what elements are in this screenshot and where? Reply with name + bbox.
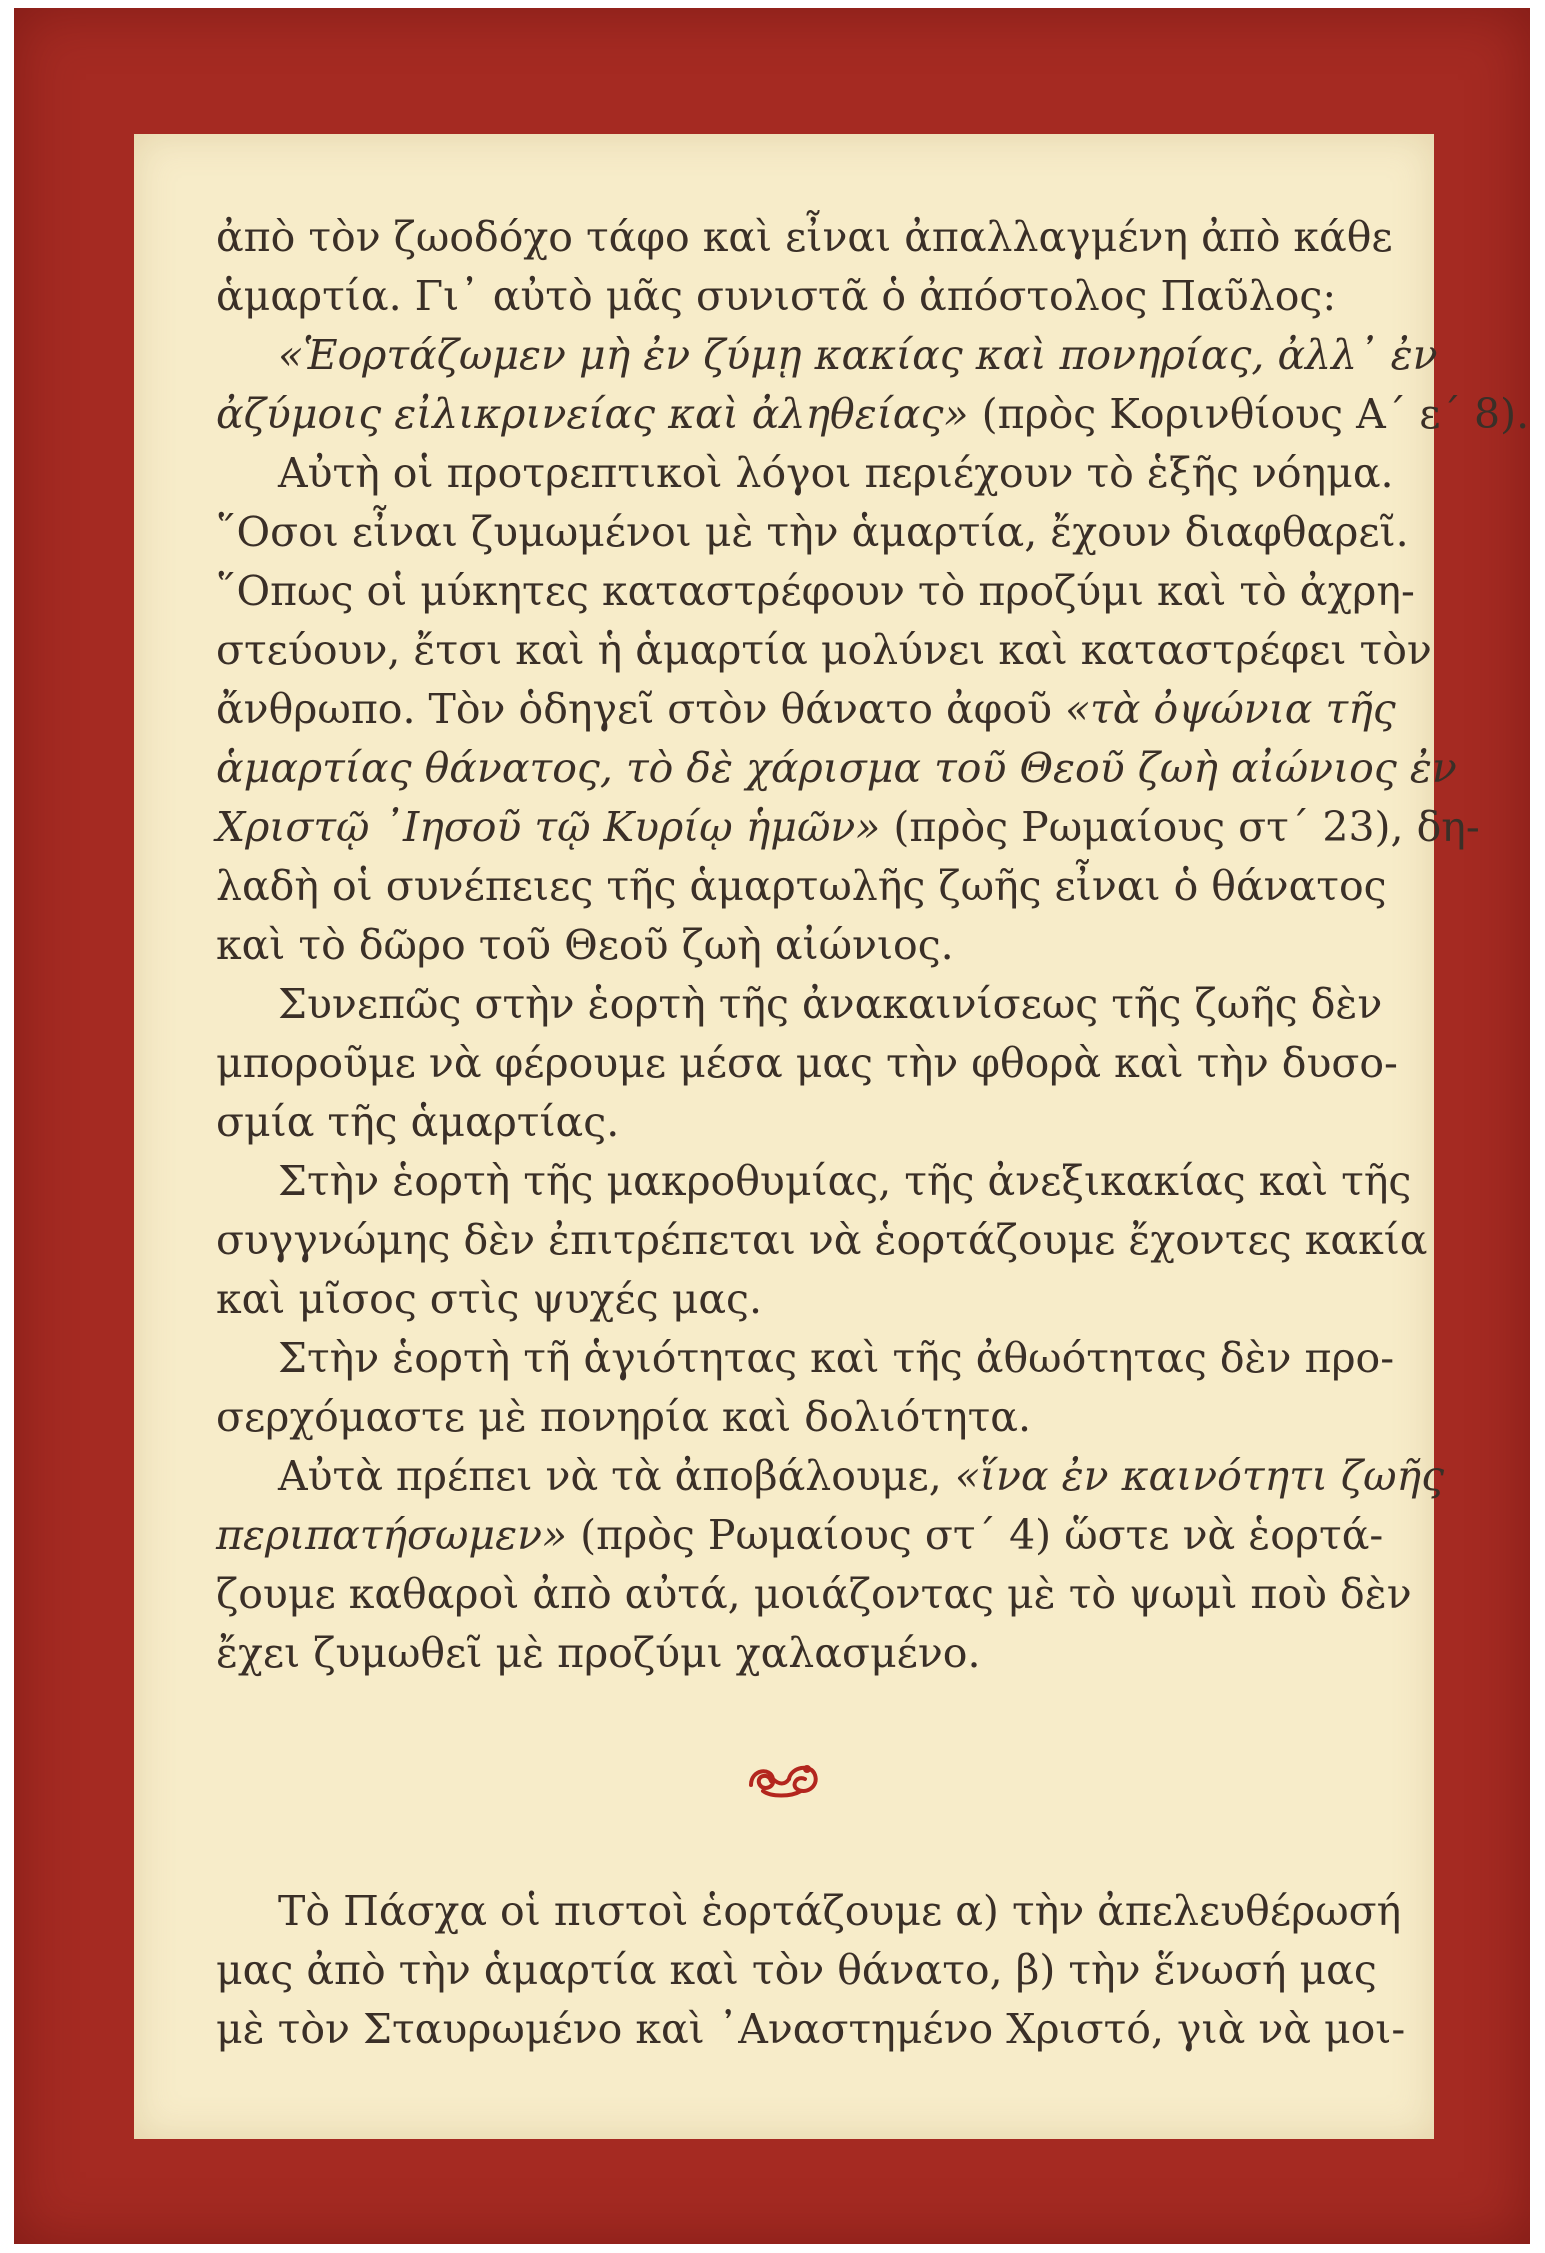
text-line [216,1624,1351,1683]
body-text-segment: μποροῦμε νὰ φέρουμε μέσα μας τὴν φθορὰ καὶ τὴν δυσο- [216,1039,1398,1087]
body-text-segment: καὶ τὸ δῶρο τοῦ Θεοῦ ζωὴ αἰώνιος. [216,921,954,969]
body-text-segment: Αὐτὴ οἱ προτρεπτικοὶ λόγοι περιέχουν τὸ ἑξῆς νόημα. [278,449,1394,497]
text-line [216,208,1393,267]
text-line [216,857,1387,916]
text-line [216,444,1394,503]
text-line [216,1565,1412,1624]
text-line [216,680,1396,739]
text-line [216,1506,1384,1565]
quote-text: «ἵνα ἐν καινότητι ζωῆς [954,1452,1445,1500]
text-line [216,739,1457,798]
text-line [216,267,1351,326]
floral-ornament-icon [745,1755,823,1801]
body-text-segment: Στὴν ἑορτὴ τῆς μακροθυμίας, τῆς ἀνεξικακίας καὶ τῆς [278,1157,1412,1205]
body-text-segment: καὶ μῖσος στὶς ψυχές μας. [216,1275,763,1323]
body-text-segment: ἁμαρτία. Γι᾽ αὐτὸ μᾶς συνιστᾶ ὁ ἀπόστολος Παῦλος: [216,272,1337,320]
body-text-segment: σερχόμαστε μὲ πονηρία καὶ δολιότητα. [216,1393,1032,1441]
body-text-segment: λαδὴ οἱ συνέπειες τῆς ἁμαρτωλῆς ζωῆς εἶναι ὁ θάνατος [216,862,1387,910]
body-text-segment: σμία τῆς ἁμαρτίας. [216,1098,620,1146]
text-line [216,385,1530,444]
page-paper [134,134,1530,2139]
body-text-segment: Αὐτὰ πρέπει νὰ τὰ ἀποβάλουμε, [278,1452,955,1500]
text-line [216,1882,1402,1941]
body-text-segment: (πρὸς Ρωμαίους στ΄ 4) ὥστε νὰ ἑορτά- [567,1511,1384,1559]
body-text-segment: Συνεπῶς στὴν ἑορτὴ τῆς ἀνακαινίσεως τῆς ζωῆς δὲν [278,980,1383,1028]
text-line [216,2000,1406,2059]
quote-text: ἁμαρτίας θάνατος, τὸ δὲ χάρισμα τοῦ Θεοῦ ζωὴ αἰώνιος ἐν [216,744,1457,792]
ornament-divider [134,1749,1434,1807]
body-text-segment: ἔχει ζυμωθεῖ μὲ προζύμι χαλασμένο. [216,1629,981,1677]
text-line [216,1152,1412,1211]
quote-text: «Ἑορτάζωμεν μὴ ἐν ζύμῃ κακίας καὶ πονηρίας, ἀλλ᾽ ἐν [278,331,1438,379]
text-line [216,503,1409,562]
paragraph [216,1152,1428,1329]
paragraph [216,1329,1395,1447]
text-line [216,1270,1351,1329]
quote-text: περιπατήσωμεν» [216,1511,568,1559]
body-text-segment: στεύουν, ἔτσι καὶ ἡ ἁμαρτία μολύνει καὶ καταστρέφει τὸν [216,626,1432,674]
text-line [216,326,1438,385]
quote-text: «τὰ ὀψώνια τῆς [1065,685,1396,733]
body-text-segment: (πρὸς Ρωμαίους στ΄ 23), δη- [880,803,1480,851]
body-text [216,208,1530,1683]
paragraph [216,444,1480,975]
text-line [216,1093,1351,1152]
body-text-segment: μας ἀπὸ τὴν ἁμαρτία καὶ τὸν θάνατο, β) τὴν ἕνωσή μας [216,1946,1377,1994]
body-text-segment: ζουμε καθαροὶ ἀπὸ αὐτά, μοιάζοντας μὲ τὸ ψωμὶ ποὺ δὲν [216,1570,1412,1618]
red-frame [14,8,1530,2244]
text-line [216,621,1432,680]
text-line [216,916,1351,975]
paragraph [216,208,1530,444]
text-line [216,1211,1428,1270]
body-text-segment: Τὸ Πάσχα οἱ πιστοὶ ἑορτάζουμε α) τὴν ἀπελευθέρωσή [278,1887,1402,1935]
body-text-segment: συγγνώμης δὲν ἐπιτρέπεται νὰ ἑορτάζουμε ἔχοντες κακία [216,1216,1428,1264]
text-line [216,798,1480,857]
body-text-segment: ῞Οπως οἱ μύκητες καταστρέφουν τὸ προζύμι καὶ τὸ ἀχρη- [216,567,1415,615]
paragraph [216,975,1398,1152]
text-line [216,1447,1445,1506]
quote-text: Χριστῷ ᾽Ιησοῦ τῷ Κυρίῳ ἡμῶν» [216,803,881,851]
body-text-segment: ἀπὸ τὸν ζωοδόχο τάφο καὶ εἶναι ἀπαλλαγμένη ἀπὸ κάθε [216,213,1393,261]
body-text-segment: Στὴν ἑορτὴ τῆ ἁγιότητας καὶ τῆς ἀθωότητας δὲν προ- [278,1334,1395,1382]
text-line [216,1329,1395,1388]
body-text-segment: ῞Οσοι εἶναι ζυμωμένοι μὲ τὴν ἁμαρτία, ἔχουν διαφθαρεῖ. [216,508,1409,556]
text-line [216,1034,1398,1093]
text-line [216,975,1383,1034]
text-line [216,1388,1351,1447]
text-line [216,562,1415,621]
closing-text [216,1882,1406,2059]
body-text-segment: ἄνθρωπο. Τὸν ὁδηγεῖ στὸν θάνατο ἀφοῦ [216,685,1066,733]
body-text-segment: (πρὸς Κορινθίους Α΄ ε΄ 8). [968,390,1530,438]
body-text-segment: μὲ τὸν Σταυρωμένο καὶ ᾽Αναστημένο Χριστό, γιὰ νὰ μοι- [216,2005,1406,2053]
text-line [216,1941,1377,2000]
paragraph [216,1447,1445,1683]
quote-text: ἀζύμοις εἰλικρινείας καὶ ἀληθείας» [216,390,969,438]
